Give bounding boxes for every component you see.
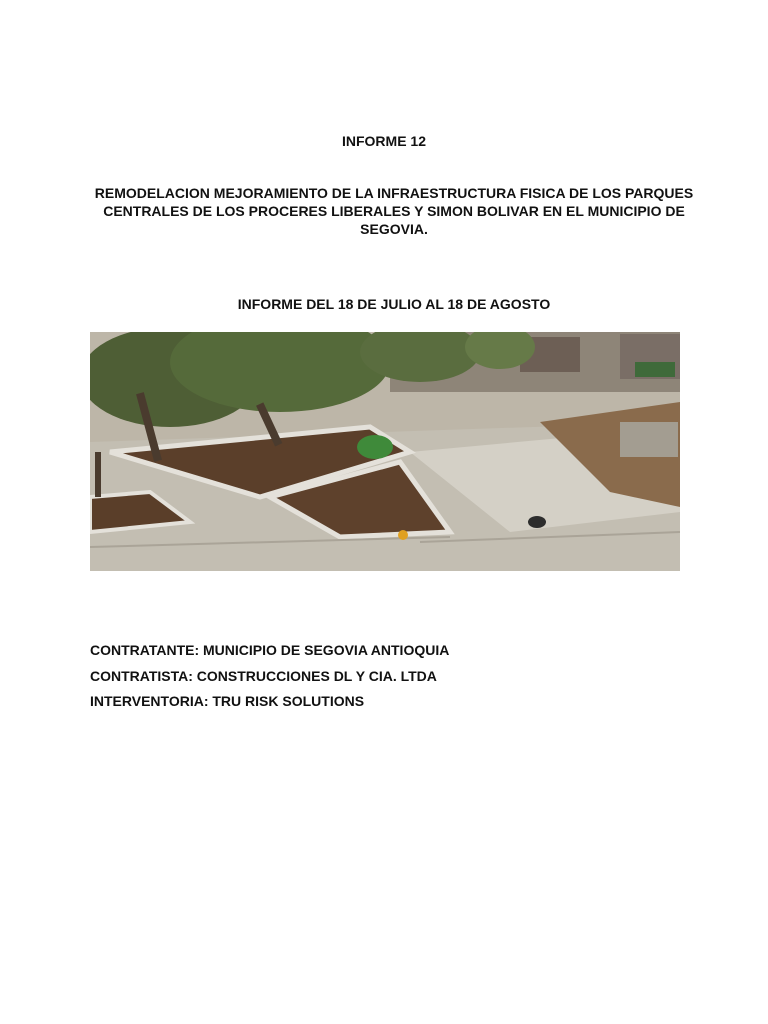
- report-period: INFORME DEL 18 DE JULIO AL 18 DE AGOSTO: [237, 296, 551, 312]
- project-description: REMODELACION MEJORAMIENTO DE LA INFRAESTRUCTURA FISICA DE LOS PARQUES CENTRALES DE LOS PROCERES LIBERALES Y SIMON BOLIVAR EN EL MUNICIPIO DE SEGOVIA.: [94, 185, 694, 237]
- contratante-line: CONTRATANTE: MUNICIPIO DE SEGOVIA ANTIOQUIA: [90, 642, 450, 658]
- tree-trunk-corner: [95, 452, 101, 497]
- report-title: INFORME 12: [341, 133, 426, 149]
- yellow-object: [398, 530, 408, 540]
- bucket: [528, 516, 546, 528]
- contract-parties: [90, 641, 449, 718]
- fence-panel: [620, 422, 678, 457]
- contratista-line: CONTRATISTA: CONSTRUCCIONES DL Y CIA. LTDA: [90, 667, 437, 684]
- construction-photo-illustration: [90, 332, 680, 571]
- green-sign: [635, 362, 675, 377]
- small-shrub: [357, 435, 393, 459]
- interventoria-line: INTERVENTORIA: TRU RISK SOLUTIONS: [90, 693, 365, 709]
- construction-photo: [90, 332, 680, 571]
